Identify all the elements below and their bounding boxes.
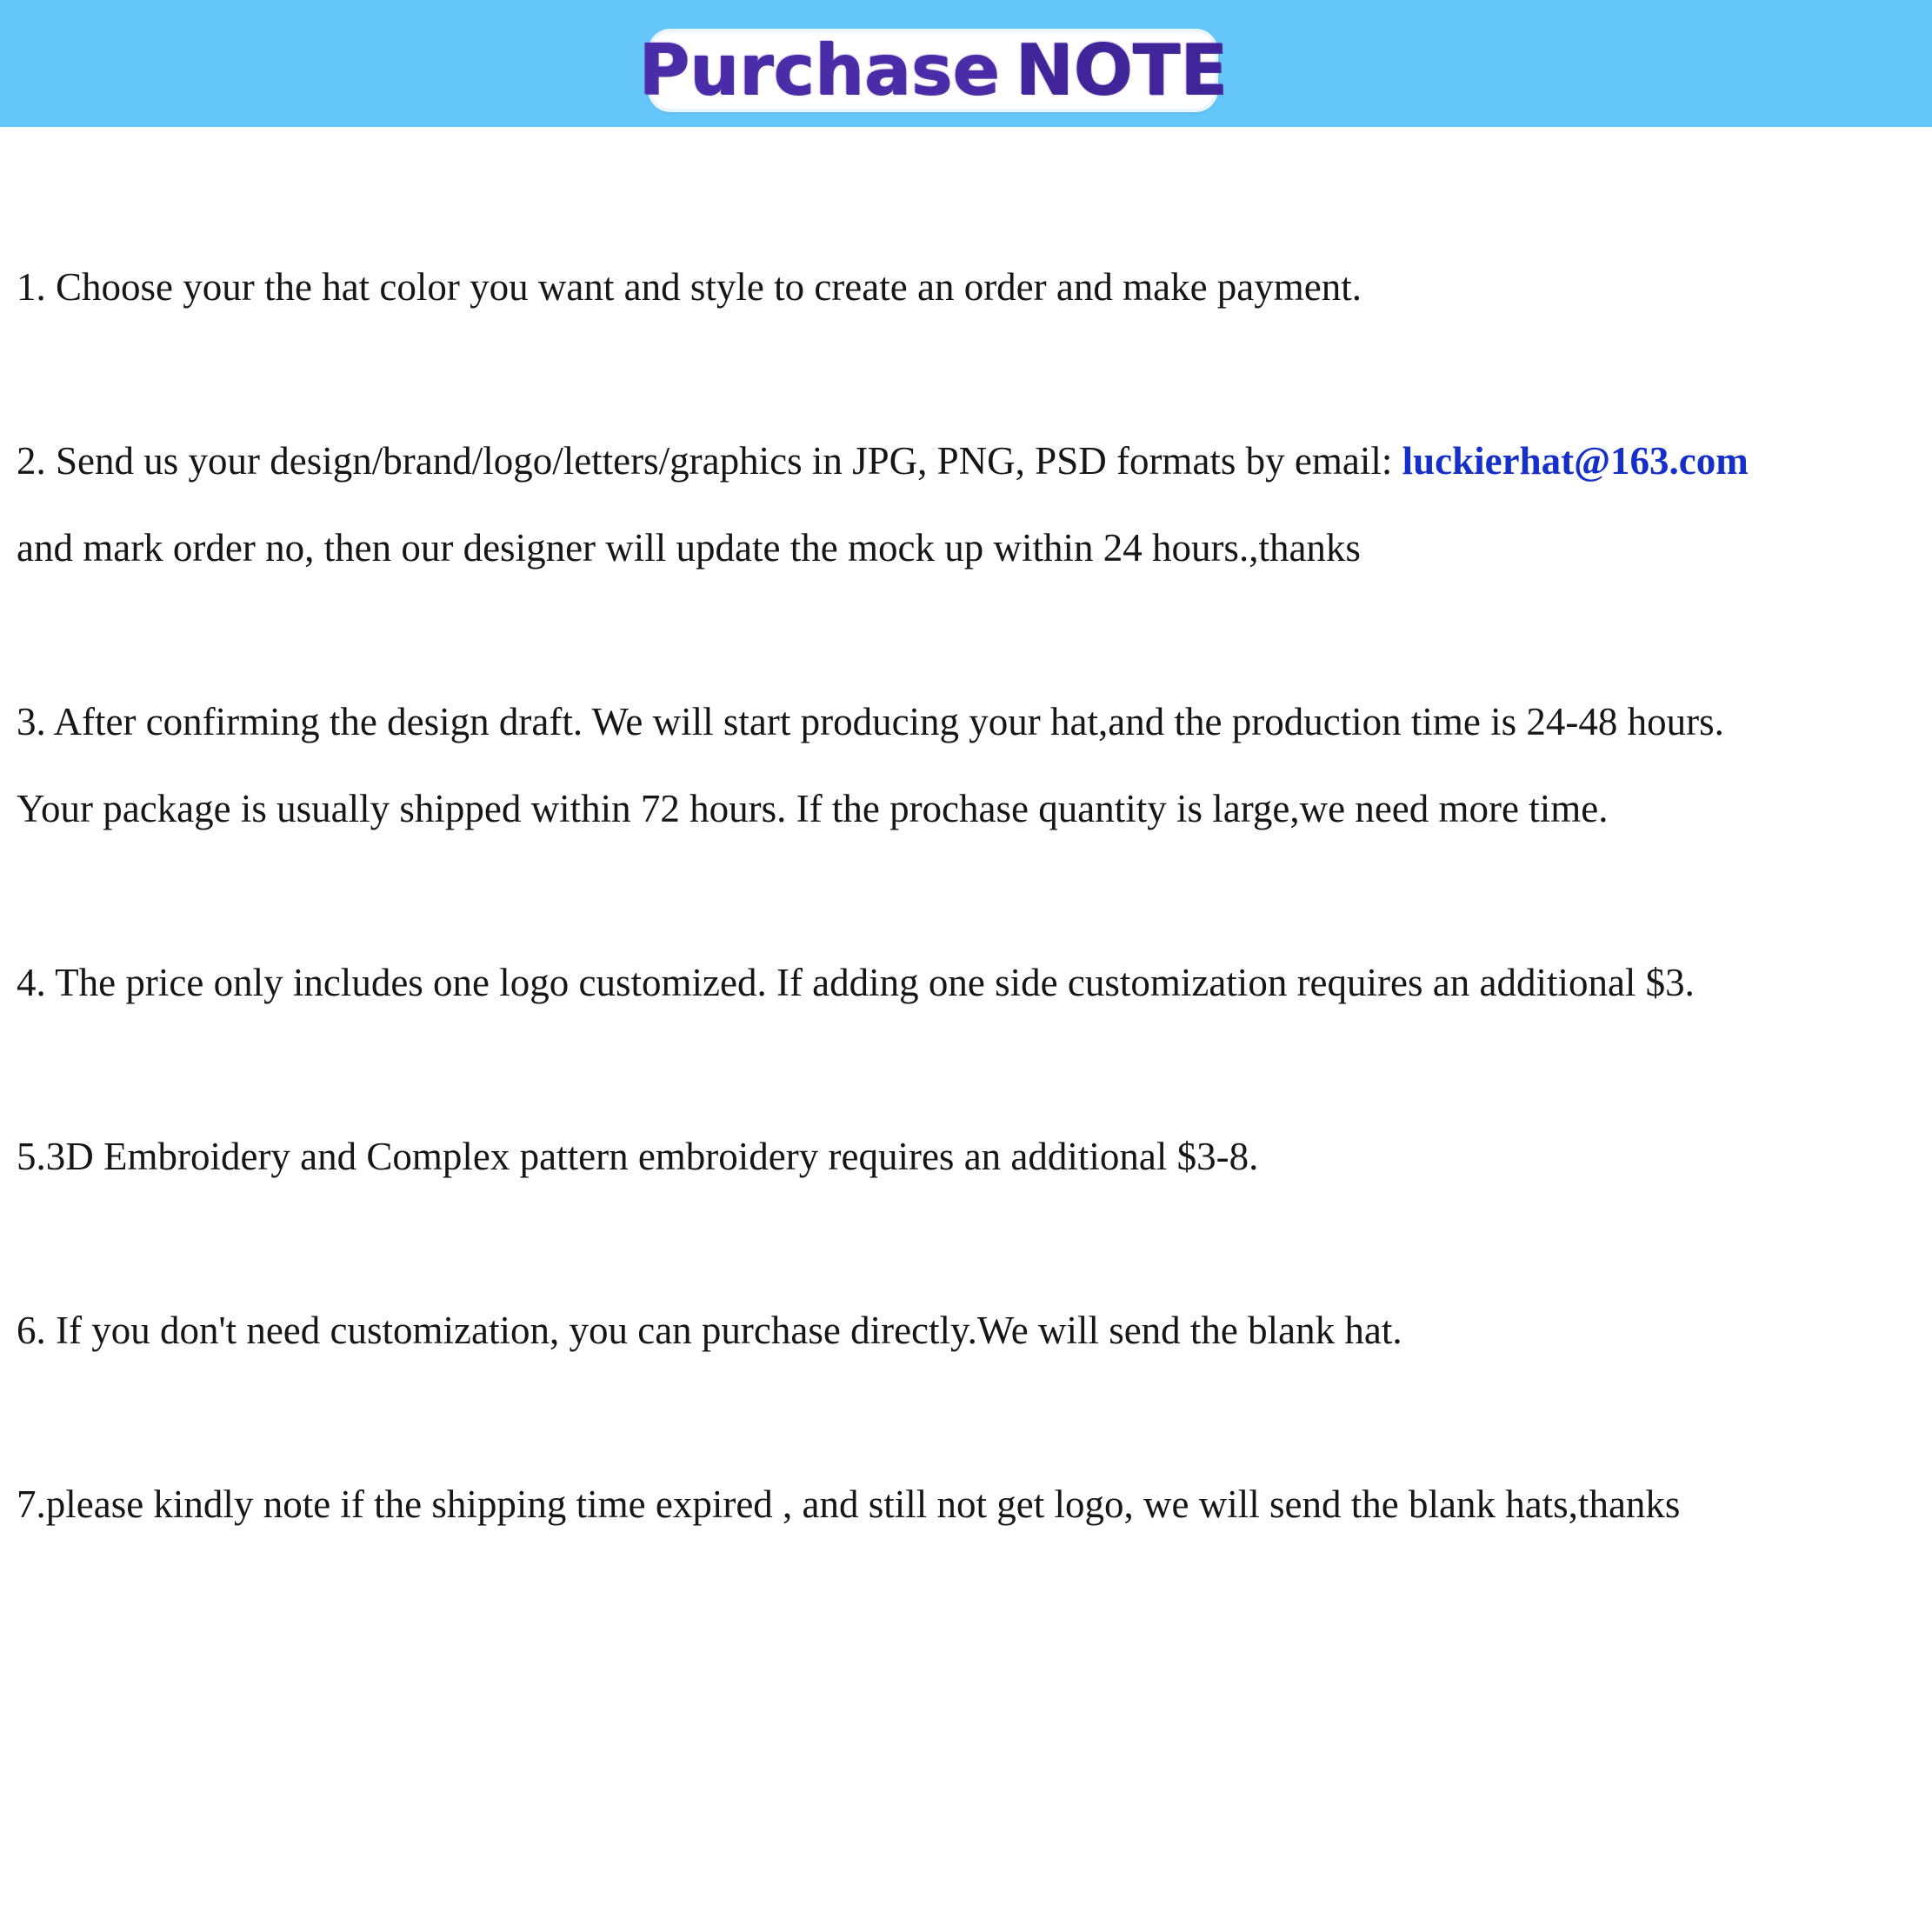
email-link[interactable]: luckierhat@163.com <box>1402 439 1749 483</box>
note-item-2-text: 2. Send us your design/brand/logo/letters/graphics in JPG, PNG, PSD formats by email: <box>17 439 1402 483</box>
note-item-6: 6. If you don't need customization, you can purchase directly.We will send the blank hat. <box>17 1309 1402 1352</box>
note-item-3-line-2: Your package is usually shipped within 72 hours. If the prochase quantity is large,we need more time. <box>17 787 1609 830</box>
header-band <box>0 0 1932 127</box>
title-purchase: Purchase <box>638 30 1000 110</box>
note-item-2-line-1 <box>17 435 1749 487</box>
note-item-5: 5.3D Embroidery and Complex pattern embroidery requires an additional $3-8. <box>17 1135 1259 1178</box>
note-item-3-line-1: 3. After confirming the design draft. We will start producing your hat,and the production time is 24-48 hours. <box>17 700 1724 743</box>
note-item-4: 4. The price only includes one logo customized. If adding one side customization requires an additional $3. <box>17 961 1695 1004</box>
note-item-1: 1. Choose your the hat color you want and style to create an order and make payment. <box>17 265 1362 309</box>
note-item-2-line-2: and mark order no, then our designer will update the mock up within 24 hours.,thanks <box>17 526 1361 570</box>
title-note: NOTE <box>1015 30 1228 110</box>
note-item-7: 7.please kindly note if the shipping time expired , and still not get logo, we will send the blank hats,thanks <box>17 1482 1681 1526</box>
page-title <box>638 30 1228 110</box>
